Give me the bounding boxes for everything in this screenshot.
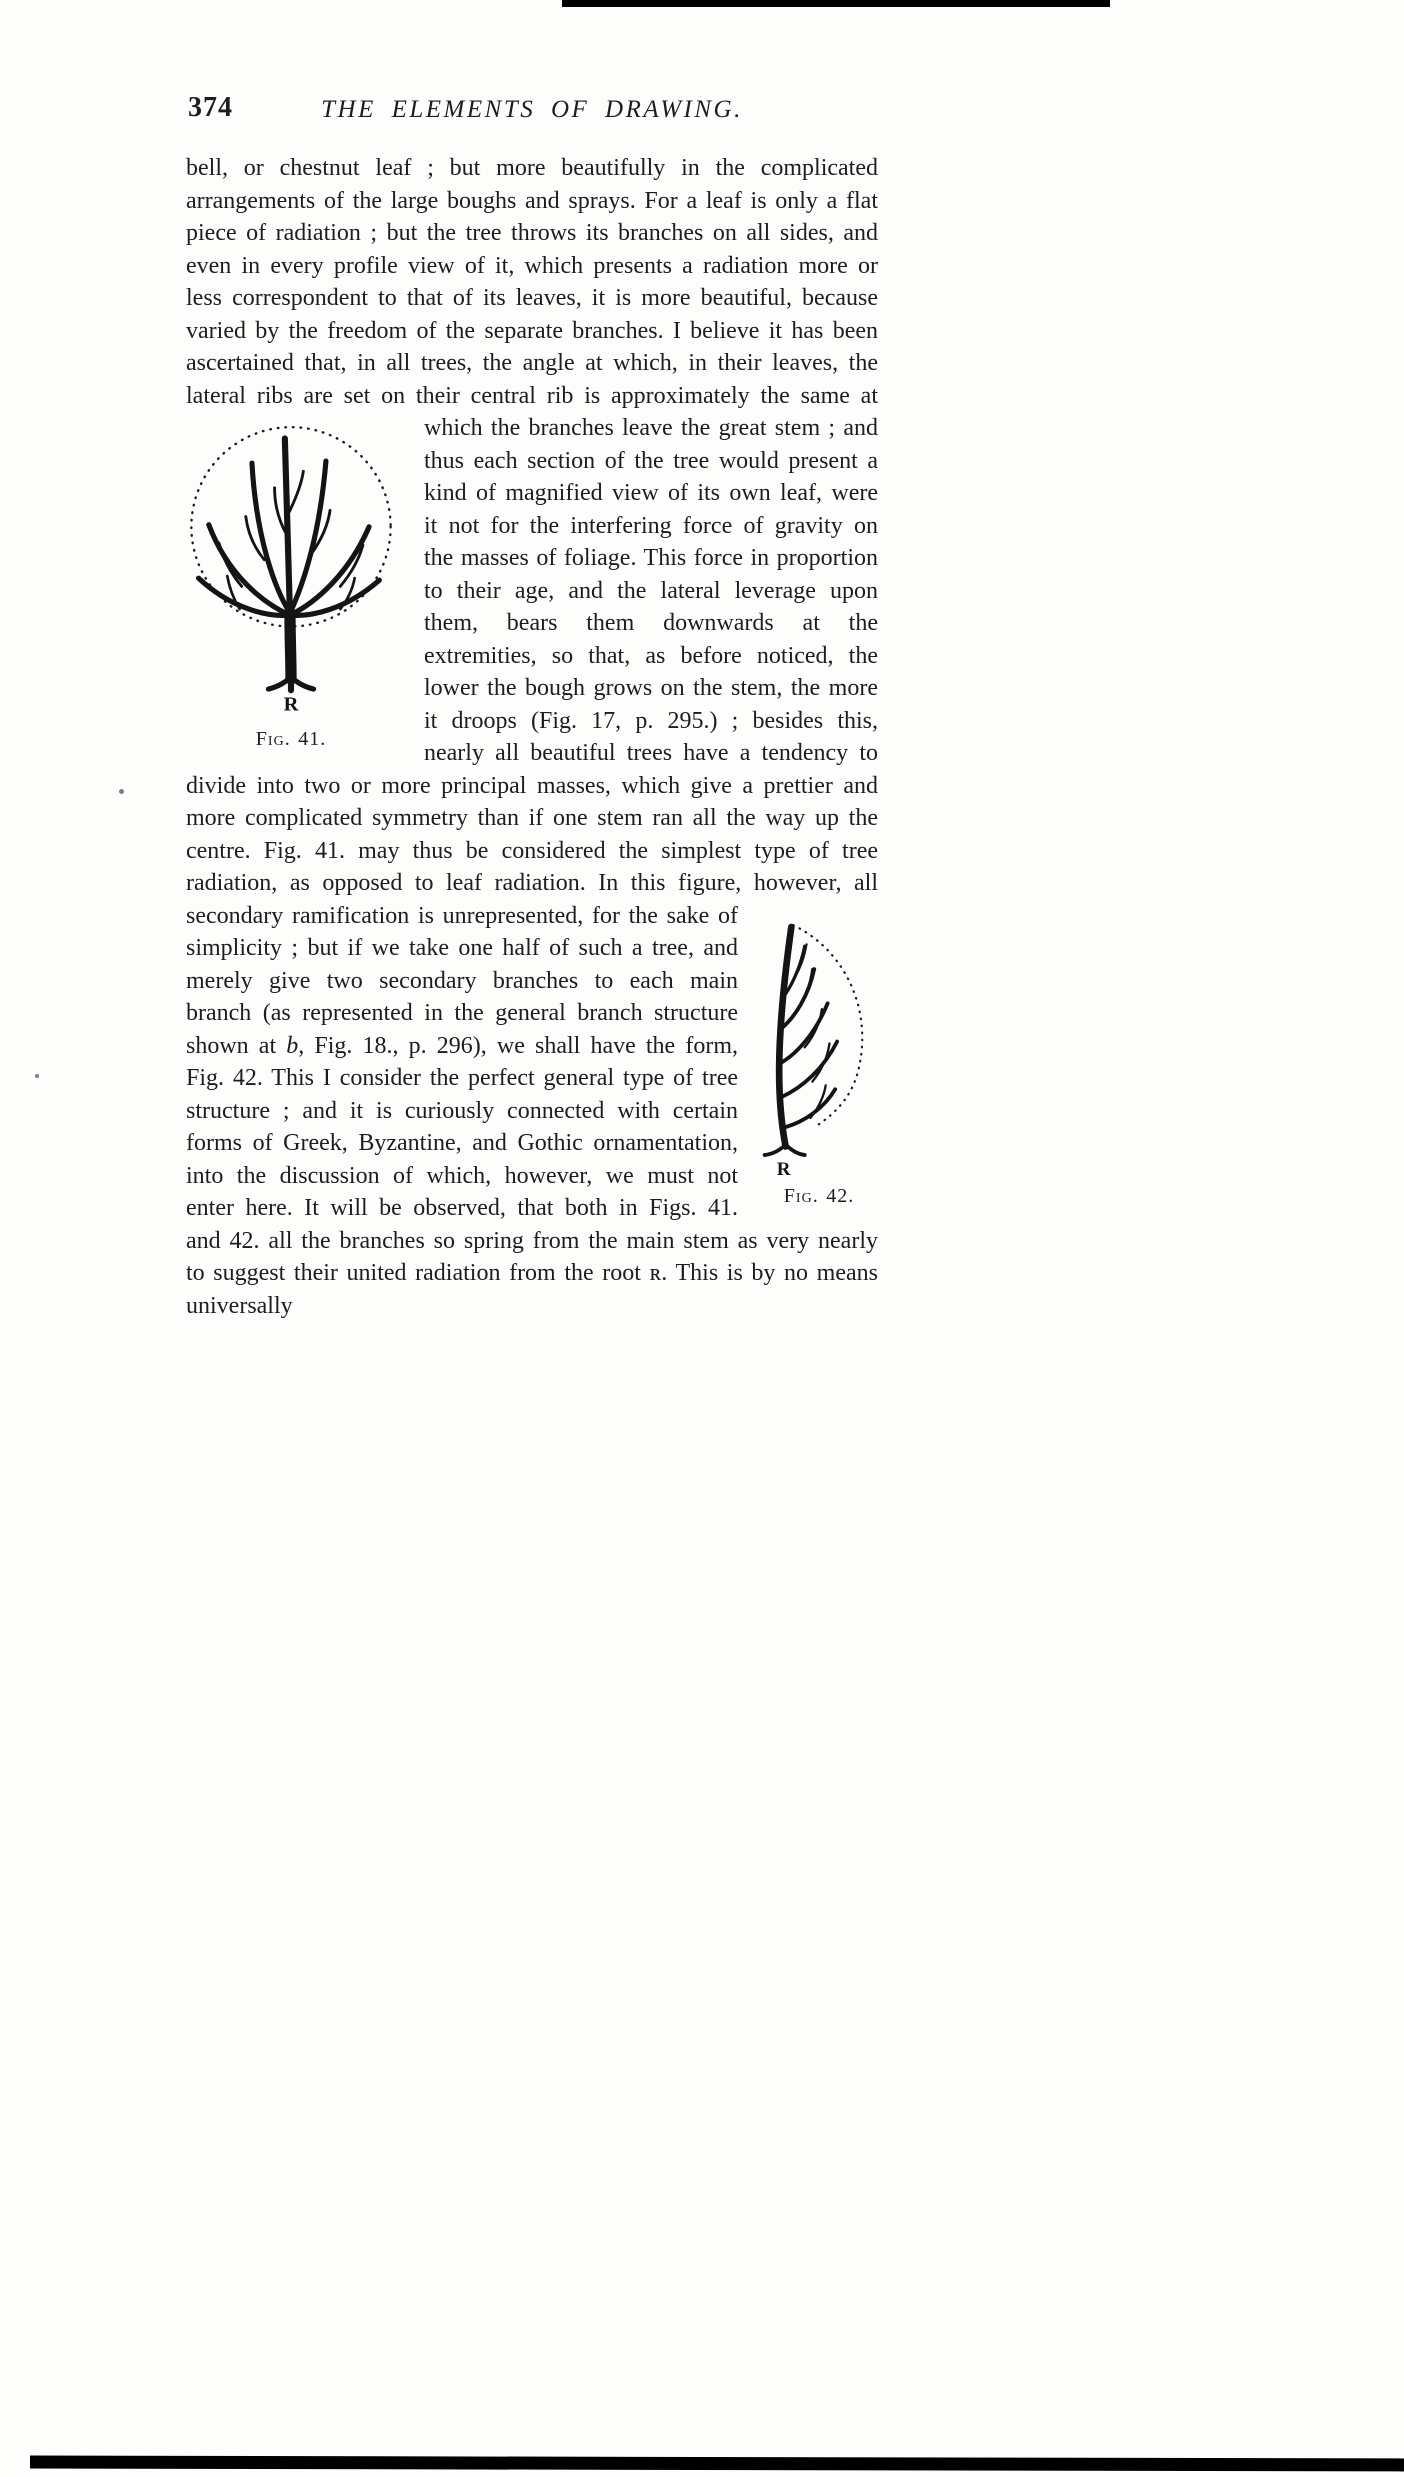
body-text-part-3c: , Fig. 18., p. 296), we shall have the form, Fig. 42. This I consider the perfect general type of tree structure ; and it is curiously connected with certain forms of Greek, Byzantine, and Gothic ornamentation, into the discussion of which, however, we must not enter here. It will be observed, that both in Figs. 41. and 42. all the branches so spring from the main stem as very nearly to suggest their united radiation from the root ʀ. This is by no means universally [186,1032,878,1319]
body-text-part-2: the same at which the branches leave the great stem ; and thus each section of the tree would present a kind of magnified view of its own leaf, were it not for the interfering force of gravity on the masses of foliage. This force in proportion to their age, and the lateral leverage upon them, bears them downwards at the extremities, so that, as before noticed, the lower the bough grows on the stem, the more it droops (Fig. 17, p. 295.) ; besides this, nearly all beautiful trees have a tendency to divide into two or more principal masses, which give a prettier and more complicated symmetry than if one stem ran all the way up the centre. Fig. 41. may thus be considered the simplest type of tree radiation, as opposed to leaf radiation. In this figure, however, all secondary ramification is unrepresented, for [186,382,879,929]
body-text-part-1: bell, or chestnut leaf ; but more beautifully in the complicated arrangements of the large boughs and sprays. For a leaf is only a flat piece of radiation ; but the tree throws its branches on all sides, and even in every profile view of it, which presents a radiation more or less correspondent to that of its leaves, it is more beautiful, because varied by the freedom of the separate branches. I believe it has been ascertained that, in all trees, the angle at which, in their leaves, the lateral ribs are set on their central rib is approximately [186,155,878,409]
fig42-half-tree-diagram [757,906,881,1179]
scan-speck [119,789,124,794]
fig41-tree-radiation-diagram [178,422,404,722]
fig42-root-label: R [776,1158,791,1179]
scan-artifact-top-bar [562,0,1110,7]
fig42-caption: Fig. 42. [783,1184,855,1207]
body-text-part-3a: the sake of simplicity ; but if we take one half of such a tree, and merely give two secondary branches to each main branch (as represented in the general branch structure shown at [186,902,738,1059]
fig41-trunk-and-roots [268,613,313,690]
running-title: THE ELEMENTS OF DRAWING. [321,96,743,123]
figure-42 [756,906,882,1213]
body-text-italic-b: b [286,1032,299,1059]
fig41-root-label: R [283,693,299,716]
body-text [186,152,878,1322]
fig41-caption: Fig. 41. [255,728,327,750]
page-content [186,90,878,1322]
scan-speck [35,1074,39,1078]
figure-41 [178,422,404,756]
fig42-roots [765,1144,805,1154]
page-number: 374 [188,92,233,123]
scan-artifact-bottom-bar [30,2456,1404,2472]
fig42-main-stem [779,927,791,1146]
page-header [186,90,878,130]
